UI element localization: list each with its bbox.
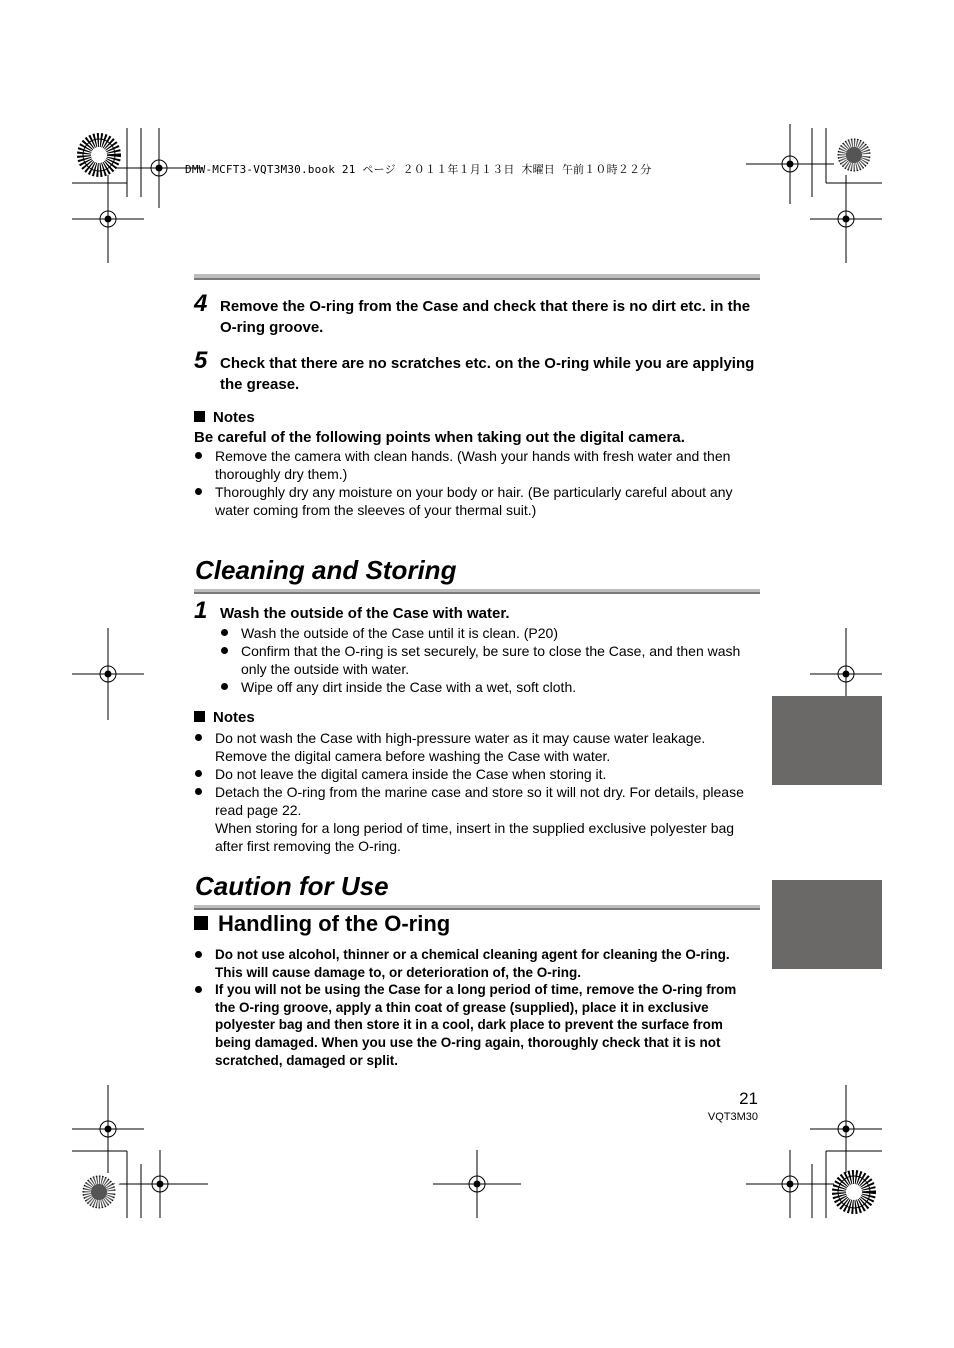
side-tab xyxy=(772,880,882,969)
section-rule xyxy=(194,905,760,910)
caution-list xyxy=(194,946,760,1069)
document-code: VQT3M30 xyxy=(707,1111,758,1123)
notes-heading: Notes xyxy=(194,409,255,426)
list-item: Wash the outside of the Case until it is clean. (P20) xyxy=(220,624,760,642)
list-item-extra: When storing for a long period of time, insert in the supplied exclusive polyester bag after first removing the O-ring. xyxy=(215,820,735,854)
step-number: 1 xyxy=(194,597,208,624)
print-header: DMW-MCFT3-VQT3M30.book 21 ページ ２０１１年１月１３日 木曜日 午前１０時２２分 xyxy=(185,163,652,176)
list-item: Detach the O-ring from the marine case and store so it will not dry. For details, please read page 22. When storing for a long period of time, insert in the supplied exclusive polyester bag after first removing the O-ring. xyxy=(194,783,760,855)
side-tab xyxy=(772,696,882,785)
list-item: Remove the camera with clean hands. (Wash your hands with fresh water and then thoroughly dry them.) xyxy=(194,447,760,483)
notes-lead: Be careful of the following points when taking out the digital camera. xyxy=(194,429,685,446)
section-title-cleaning: Cleaning and Storing xyxy=(195,555,457,585)
page-number: 21 xyxy=(739,1089,758,1108)
square-bullet-icon xyxy=(194,711,205,722)
list-item: Do not leave the digital camera inside the Case when storing it. xyxy=(194,765,760,783)
top-rule xyxy=(194,274,760,280)
step-number: 5 xyxy=(194,347,208,374)
square-bullet-icon xyxy=(194,916,208,930)
list-item: Do not use alcohol, thinner or a chemical cleaning agent for cleaning the O-ring. This will cause damage to, or deterioration of, the O-ring. xyxy=(194,946,760,981)
notes-heading: Notes xyxy=(194,709,255,726)
step-5 xyxy=(194,347,760,395)
step-4 xyxy=(194,290,760,338)
cleaning-notes-list xyxy=(194,729,760,855)
section-rule xyxy=(194,589,760,594)
list-item: If you will not be using the Case for a long period of time, remove the O-ring from the O-ring groove, apply a thin coat of grease (supplied), place it in exclusive polyester bag and then store it in a cool, dark place to prevent the surface from being damaged. When you use the O-ring again, thoroughly check that it is not scratched, damaged or split. xyxy=(194,981,760,1069)
step-text: Wash the outside of the Case with water. xyxy=(220,605,510,622)
list-item: Do not wash the Case with high-pressure water as it may cause water leakage. Remove the digital camera before washing the Case with water. xyxy=(194,729,760,765)
step-1 xyxy=(194,597,760,624)
step-number: 4 xyxy=(194,290,208,317)
section-title-caution: Caution for Use xyxy=(195,871,389,901)
list-item: Thoroughly dry any moisture on your body or hair. (Be particularly careful about any water coming from the sleeves of your thermal suit.) xyxy=(194,483,760,519)
step-text: Remove the O-ring from the Case and check that there is no dirt etc. in the O-ring groove. xyxy=(220,298,751,336)
list-item: Wipe off any dirt inside the Case with a wet, soft cloth. xyxy=(220,678,760,696)
notes-list xyxy=(194,447,760,519)
list-item: Confirm that the O-ring is set securely, be sure to close the Case, and then wash only the outside with water. xyxy=(220,642,760,678)
step-text: Check that there are no scratches etc. on the O-ring while you are applying the grease. xyxy=(220,355,755,393)
cleaning-list xyxy=(220,624,760,696)
square-bullet-icon xyxy=(194,411,205,422)
subsection-title: Handling of the O-ring xyxy=(194,911,450,937)
